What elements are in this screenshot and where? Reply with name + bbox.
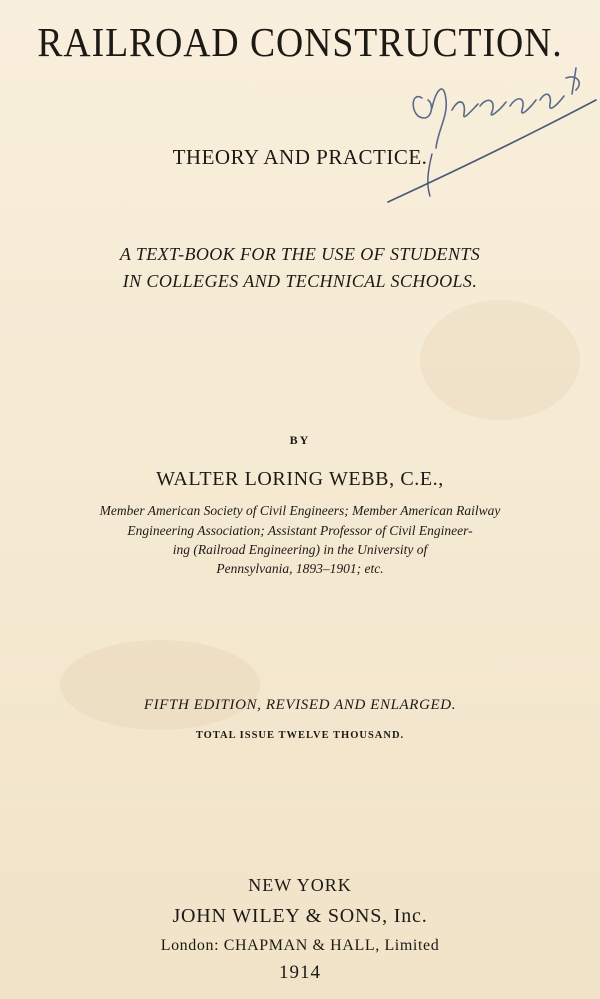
edition-statement: FIFTH EDITION, REVISED AND ENLARGED. bbox=[143, 697, 457, 713]
affiliation-line-3: ing (Railroad Engineering) in the University of bbox=[172, 542, 428, 557]
issue-statement: TOTAL ISSUE TWELVE THOUSAND. bbox=[195, 730, 405, 741]
affiliation-line-4: Pennsylvania, 1893–1901; etc. bbox=[216, 561, 384, 576]
imprint-publisher: JOHN WILEY & SONS, Inc. bbox=[172, 905, 428, 927]
imprint-branch: London: CHAPMAN & HALL, Limited bbox=[160, 937, 440, 954]
imprint-year: 1914 bbox=[279, 962, 321, 983]
book-title: RAILROAD CONSTRUCTION. bbox=[37, 19, 563, 65]
paper-stain bbox=[60, 640, 260, 730]
affiliation-line-2: Engineering Association; Assistant Professor of Civil Engineer- bbox=[127, 523, 473, 538]
by-label: BY bbox=[289, 433, 311, 447]
purpose-line-2: IN COLLEGES AND TECHNICAL SCHOOLS. bbox=[122, 271, 478, 291]
author-name: WALTER LORING WEBB, C.E., bbox=[156, 468, 444, 490]
imprint-city: NEW YORK bbox=[248, 875, 352, 895]
book-subtitle: THEORY AND PRACTICE. bbox=[172, 145, 428, 169]
handwritten-signature bbox=[380, 60, 600, 210]
affiliation-line-1: Member American Society of Civil Engineers; Member American Railway bbox=[99, 503, 501, 518]
purpose-line-1: A TEXT-BOOK FOR THE USE OF STUDENTS bbox=[119, 244, 481, 264]
paper-stain bbox=[420, 300, 580, 420]
